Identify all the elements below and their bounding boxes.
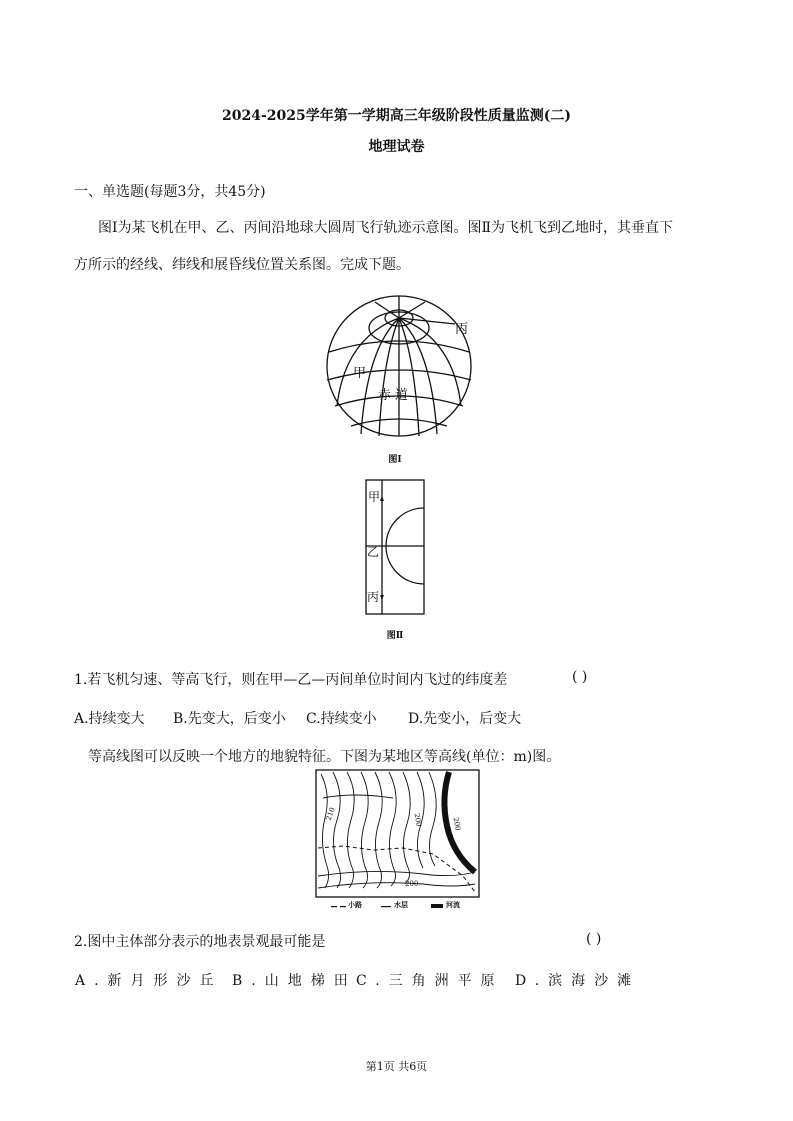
contour-label-200-b: 200 <box>451 816 462 832</box>
q1-option-a: A.持续变大 <box>74 711 145 727</box>
figure1-caption: 图Ⅰ <box>388 455 402 465</box>
q2-stem: 2.图中主体部分表示的地表景观最可能是 <box>74 934 326 950</box>
section-heading: 一、单选题(每题3分，共45分) <box>74 184 266 200</box>
intro1-line2: 方所示的经线、纬线和展昏线位置关系图。完成下题。 <box>74 257 410 273</box>
figure1-globe <box>315 288 485 448</box>
q2-option-b: B.山地梯田 <box>232 973 357 989</box>
figure2-label-bing: 丙 <box>367 590 380 604</box>
figure2-label-jia: 甲 <box>368 490 381 504</box>
legend-path: 小路 <box>348 900 362 909</box>
intro1-line1: 图Ⅰ为某飞机在甲、乙、丙间沿地球大圆周飞行轨迹示意图。图Ⅱ为飞机飞到乙地时，其垂直下 <box>98 220 674 236</box>
q2-option-c: C.三角洲平原 <box>356 973 504 989</box>
legend-river: 河流 <box>446 900 460 909</box>
contour-label-200-a: 200 <box>412 812 423 828</box>
q1-option-c: C.持续变小 <box>306 711 377 727</box>
figure3-contour-map <box>313 768 483 914</box>
q1-answer-bracket: ( ) <box>572 669 588 685</box>
figure1-label-equator: 赤道 <box>378 388 413 403</box>
q2-option-d: D.滨海沙滩 <box>515 973 641 989</box>
q2-option-a: A.新月形沙丘 <box>75 973 223 989</box>
q2-answer-bracket: ( ) <box>586 931 602 947</box>
q1-option-b: B.先变大，后变小 <box>173 711 286 727</box>
figure1-label-jia: 甲 <box>353 366 367 381</box>
exam-subject: 地理试卷 <box>368 139 425 155</box>
contour-label-210: 210 <box>324 806 337 822</box>
intro2-line1: 等高线图可以反映一个地方的地貌特征。下图为某地区等高线(单位：m)图。 <box>88 749 561 765</box>
legend-water: 水层 <box>394 900 408 909</box>
contour-label-200-c: 200 <box>405 880 419 888</box>
page-number: 第1页 共6页 <box>365 1060 428 1073</box>
figure2-caption: 图Ⅱ <box>386 631 404 641</box>
q1-stem: 1.若飞机匀速、等高飞行，则在甲—乙—丙间单位时间内飞过的纬度差 <box>74 672 508 688</box>
figure2-label-yi: 乙 <box>367 545 380 559</box>
figure1-label-bing: 丙 <box>455 322 469 337</box>
exam-title: 2024-2025学年第一学期高三年级阶段性质量监测(二) <box>222 108 571 124</box>
q1-option-d: D.先变小，后变大 <box>408 711 522 727</box>
